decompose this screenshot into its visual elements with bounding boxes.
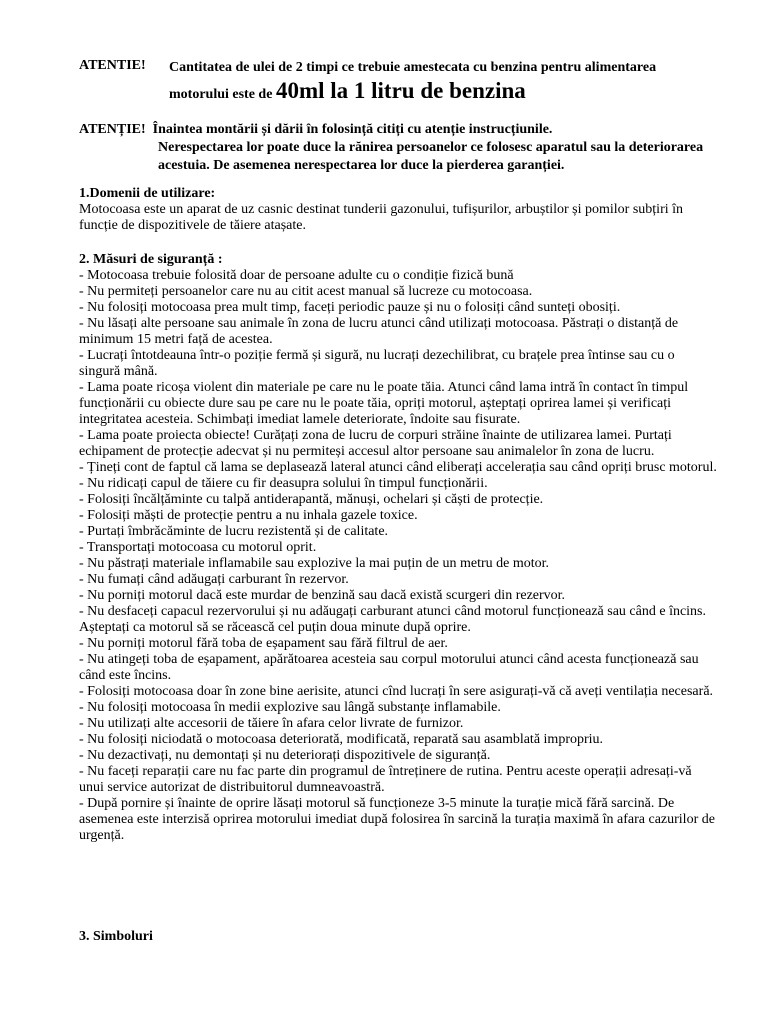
section-title: 2. Măsuri de siguranță : [79,252,223,267]
safety-item: - Nu porniți motorul fără toba de eșapament sau fără filtrul de aer. [79,636,448,651]
safety-item: - Lama poate ricoșa violent din materiale pe care nu le poate tăia. Atunci când lama intră în contact în timpul funcționării cu obiecte dure sau pe care nu le poate tăia, opriți motorul, așteptați oprirea lamei și verificați integritatea acesteia. Schimbați imediat lamele deteriorate, îndoite sau fisurate. [79,380,689,427]
safety-item: - Transportați motocoasa cu motorul oprit. [79,540,317,555]
safety-item: - Purtați îmbrăcăminte de lucru rezistentă și de calitate. [79,524,389,539]
safety-item: - Lucrați întotdeauna într-o poziție fermă și sigură, nu lucrați dezechilibrat, cu brațele prea întinse sau cu o singură mână. [79,348,675,379]
safety-list [79,268,719,844]
safety-item: - Folosiți motocoasa doar în zone bine aerisite, atunci cînd lucrați în sere asigurați-vă că aveți ventilația necesară. [79,684,714,699]
safety-item: - Nu utilizați alte accesorii de tăiere în afara celor livrate de furnizor. [79,716,464,731]
safety-item: - Nu desfaceți capacul rezervorului și nu adăugați carburant atunci când motorul funcționează sau când e încins. Așteptați ca motorul să se răcească cel puțin doua minute după oprire. [79,604,707,635]
oil-mix-prefix: motorului este de [169,87,273,102]
instructions-warning [79,121,749,175]
safety-item: - Țineți cont de faptul că lama se deplasează lateral atunci când eliberați accelerația sau când opriți brusc motorul. [79,460,717,475]
oil-mix-text: Cantitatea de ulei de 2 timpi ce trebuie amestecata cu benzina pentru alimentarea [169,60,657,75]
safety-item: - Nu folosiți motocoasa prea mult timp, faceți periodic pauze și nu o folosiți când sunteți obosiți. [79,300,621,315]
section-title: 1.Domenii de utilizare: [79,186,216,201]
instructions-warning-line2: Nerespectarea lor poate duce la rănirea persoanelor ce folosesc aparatul sau la deteriorarea [158,140,704,155]
safety-item: - Folosiți măști de protecție pentru a nu inhala gazele toxice. [79,508,418,523]
safety-item: - După pornire și înainte de oprire lăsați motorul să funcționeze 3-5 minute la turație mică fără sarcină. De asemenea este interzisă oprirea motorului imediat după folosirea în sarcină la turația maximă în afara cazurilor de urgență. [79,796,715,843]
safety-item: - Motocoasa trebuie folosită doar de persoane adulte cu o condiție fizică bună [79,268,514,283]
warning-label: ATENȚIE! [79,122,146,137]
safety-item: - Nu păstrați materiale inflamabile sau explozive la mai puțin de un metru de motor. [79,556,550,571]
safety-item: - Nu porniți motorul dacă este murdar de benzină sau dacă există scurgeri din rezervor. [79,588,566,603]
safety-item: - Nu lăsați alte persoane sau animale în zona de lucru atunci când utilizați motocoasa. Păstrați o distanță de minimum 15 metri față de acestea. [79,316,679,347]
safety-item: - Nu faceți reparații care nu fac parte din programul de întreținere de rutina. Pentru aceste operații adresați-vă unui service autorizat de distribuitorul dumneavoastră. [79,764,692,795]
warning-label: ATENTIE! [79,58,146,73]
safety-item: - Nu folosiți niciodată o motocoasa deteriorată, modificată, reparată sau asamblată impropriu. [79,732,604,747]
safety-item: - Nu folosiți motocoasa în medii explozive sau lângă substanțe inflamabile. [79,700,501,715]
safety-item: - Nu dezactivați, nu demontați și nu deteriorați dispozitivele de siguranță. [79,748,491,763]
safety-item: - Folosiți încălțăminte cu talpă antiderapantă, mănuși, ochelari și căști de protecție. [79,492,544,507]
section-usage [79,186,719,234]
section-title: 3. Simboluri [79,929,153,944]
instructions-text: Înaintea montării și dării în folosință citiți cu atenție instrucțiunile. [152,122,553,137]
safety-item: - Nu atingeți toba de eșapament, apărătoarea acesteia sau corpul motorului atunci când acesta funcționează sau când este încins. [79,652,699,683]
safety-item: - Lama poate proiecta obiecte! Curățați zona de lucru de corpuri străine înainte de utilizarea lamei. Purtați echipament de protecție adecvat și nu permiteși accesul altor persoane sau animalelor în zona de lucru. [79,428,672,459]
section-symbols [79,929,719,945]
safety-item: - Nu permiteți persoanelor care nu au citit acest manual să lucreze cu motocoasa. [79,284,533,299]
instructions-warning-line1 [79,121,749,139]
oil-mix-big-text: 40ml la 1 litru de benzina [275,78,526,103]
instructions-warning-line3: acestuia. De asemenea nerespectarea lor duce la pierderea garanției. [158,158,565,173]
safety-item: - Nu fumați când adăugați carburant în rezervor. [79,572,349,587]
section-safety [79,252,719,844]
safety-item: - Nu ridicați capul de tăiere cu fir deasupra solului în timpul funcționării. [79,476,488,491]
oil-mix-ratio [169,78,526,108]
section-paragraph: Motocoasa este un aparat de uz casnic destinat tunderii gazonului, tufișurilor, arbuștilor și pomilor subțiri în funcție de dispozitivele de tăiere atașate. [79,202,684,233]
